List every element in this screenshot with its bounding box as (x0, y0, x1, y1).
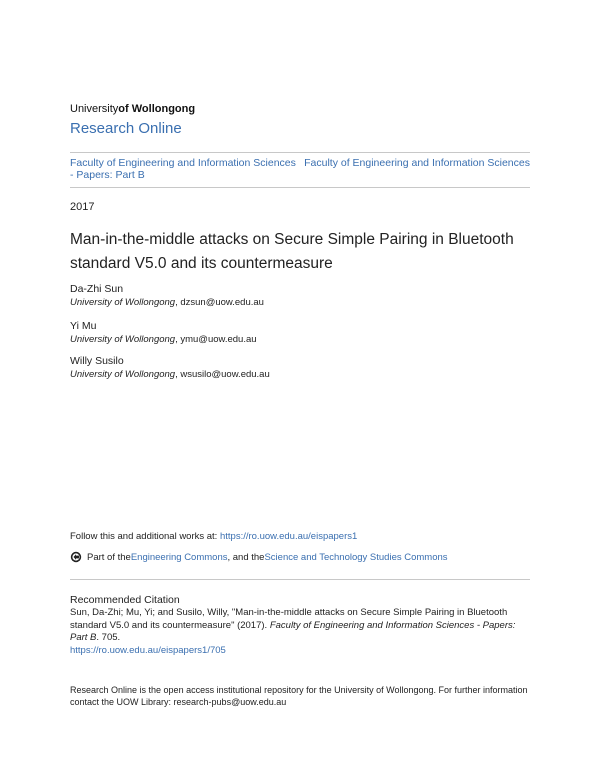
affiliation-text: University of Wollongong (70, 334, 176, 345)
part-of-prefix: Part of the (87, 551, 131, 563)
author-name: Da-Zhi Sun (70, 283, 124, 295)
citation-italic: Faculty of Engineering and Information Sciences - Papers: Part B (70, 619, 516, 643)
citation-link[interactable]: https://ro.uow.edu.au/eispapers1/705 (70, 644, 226, 656)
citation-text (70, 607, 535, 657)
institution-bold: of Wollongong (118, 103, 196, 115)
author-affiliation: University of Wollongong, ymu@uow.edu.au (70, 334, 257, 345)
divider (70, 152, 530, 153)
author-name: Willy Susilo (70, 355, 124, 367)
author-email: ymu@uow.edu.au (180, 334, 257, 345)
footer-text: Research Online is the open access institutional repository for the University of Wollongong. For further information contact the UOW Library: research-pubs@uow.edu.au (70, 685, 528, 707)
paper-title: Man-in-the-middle attacks on Secure Simple Pairing in Bluetooth standard V5.0 and its countermeasure (70, 231, 514, 272)
publication-year: 2017 (70, 201, 95, 213)
engineering-commons-link[interactable]: Engineering Commons (130, 551, 228, 563)
citation-heading: Recommended Citation (70, 594, 180, 606)
creative-commons-icon (70, 551, 82, 563)
institution-name (70, 103, 195, 115)
citation-plain: Sun, Da-Zhi; Mu, Yi; and Susilo, Willy, "Man-in-the-middle attacks on Secure Simple Pairing in Bluetooth standard V5.0 and its countermeasure" (2017). (70, 607, 508, 631)
author-block (70, 320, 530, 345)
author-block (70, 283, 530, 308)
follow-link[interactable]: https://ro.uow.edu.au/eispapers1 (219, 531, 358, 542)
author-affiliation: University of Wollongong, dzsun@uow.edu.au (70, 297, 264, 308)
author-email: wsusilo@uow.edu.au (180, 369, 270, 380)
faculty-link-left[interactable]: Faculty of Engineering and Information Sciences - Papers: Part B (70, 157, 296, 181)
author-affiliation: University of Wollongong, wsusilo@uow.edu.au (70, 369, 270, 380)
sts-commons-link[interactable]: Science and Technology Studies Commons (264, 551, 448, 563)
citation-end: . 705. (96, 632, 121, 643)
divider (70, 187, 530, 188)
follow-text: Follow this and additional works at: (70, 531, 220, 542)
affiliation-text: University of Wollongong (70, 369, 176, 380)
institution-prefix: University (70, 103, 119, 115)
divider (70, 579, 530, 580)
follow-line (70, 531, 357, 542)
affiliation-text: University of Wollongong (70, 297, 176, 308)
author-email: dzsun@uow.edu.au (180, 297, 264, 308)
repository-name[interactable]: Research Online (70, 120, 182, 137)
author-block (70, 355, 530, 380)
faculty-link-right[interactable]: Faculty of Engineering and Information Sciences (304, 157, 530, 169)
part-of-middle: , and the (227, 551, 265, 563)
part-of-line (70, 551, 448, 563)
author-name: Yi Mu (70, 320, 97, 332)
